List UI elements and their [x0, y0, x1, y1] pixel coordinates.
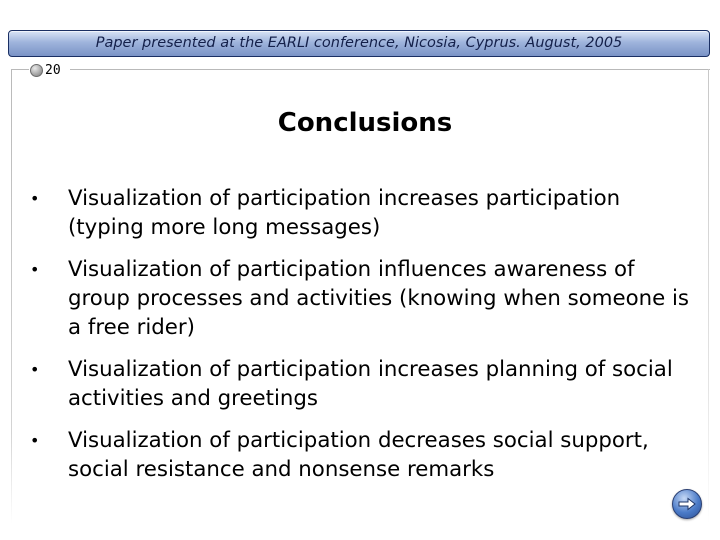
- bullet-icon: •: [30, 260, 40, 279]
- list-item-text: Visualization of participation influences awareness of group processes and activities (knowing when someone is a free rider): [68, 257, 690, 340]
- slide-number: [30, 62, 61, 78]
- next-slide-button[interactable]: [672, 489, 702, 519]
- list-item: [30, 255, 700, 342]
- slide-title: Conclusions: [277, 108, 453, 138]
- list-item: [30, 426, 700, 484]
- slide-number-text: 20: [45, 62, 61, 78]
- conference-header-bar: [8, 30, 710, 57]
- bullet-icon: •: [30, 189, 40, 208]
- list-item-text: Visualization of participation increases participation (typing more long messages): [68, 186, 621, 240]
- bullet-icon: •: [30, 360, 40, 379]
- conclusions-list: [30, 184, 700, 497]
- list-item-text: Visualization of participation increases planning of social activities and greetings: [68, 357, 673, 411]
- bullet-icon: •: [30, 431, 40, 450]
- list-item: [30, 184, 700, 242]
- frame-divider-corner: [11, 69, 29, 70]
- slide-number-bullet-icon: [30, 64, 43, 77]
- arrow-right-icon: [678, 497, 696, 511]
- list-item-text: Visualization of participation decreases social support, social resistance and nonsense remarks: [68, 428, 649, 482]
- list-item: [30, 355, 700, 413]
- frame-divider-top: [70, 69, 710, 70]
- conference-caption: Paper presented at the EARLI conference, Nicosia, Cyprus. August, 2005: [95, 35, 623, 51]
